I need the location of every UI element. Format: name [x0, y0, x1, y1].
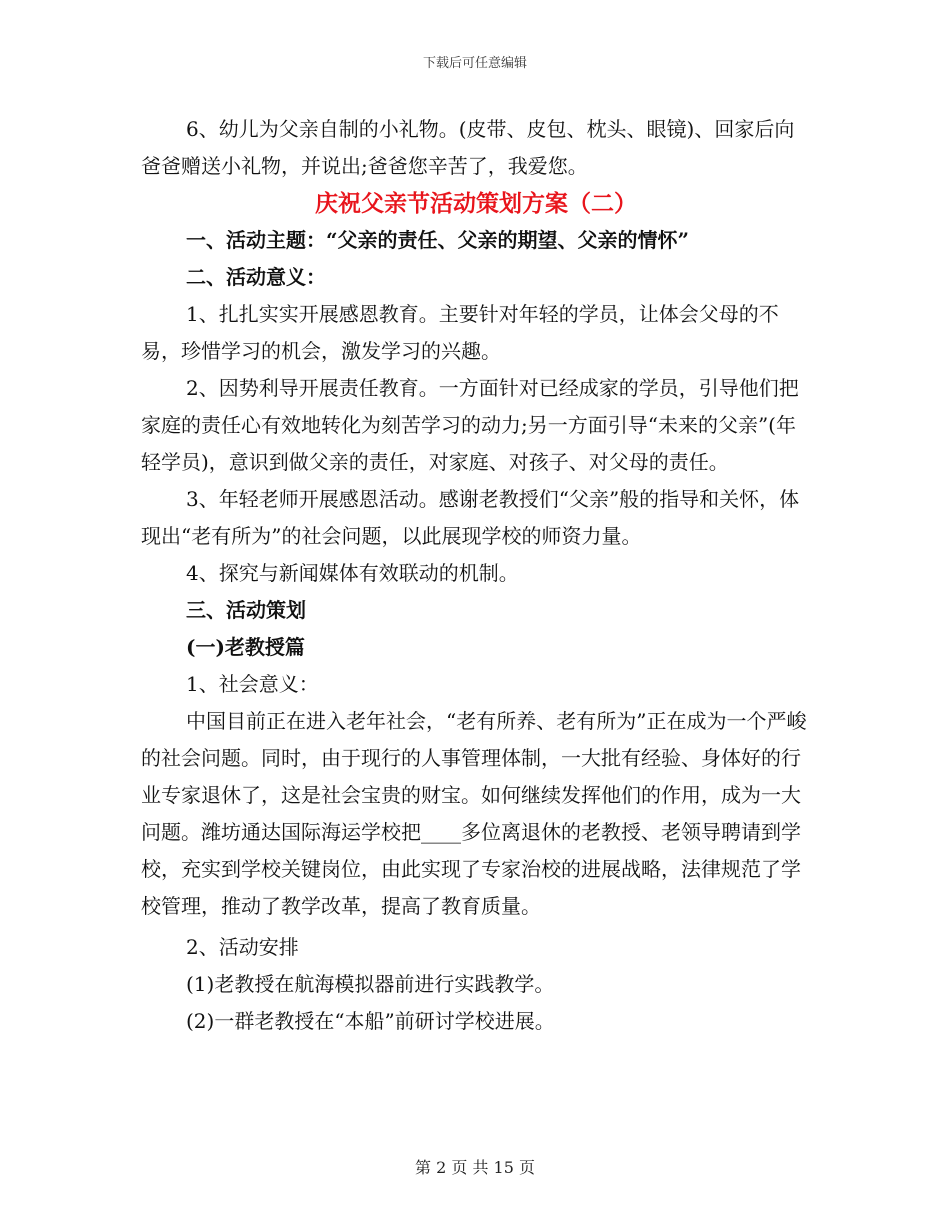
paragraph-meaning-1: 1、扎扎实实开展感恩教育。主要针对年轻的学员，让体会父母的不易，珍惜学习的机会，激发学习的兴趣。	[141, 302, 779, 363]
paragraph-meaning-3: 3、年轻老师开展感恩活动。感谢老教授们“父亲”般的指导和关怀，体现出“老有所为”的社会问题，以此展现学校的师资力量。	[141, 487, 800, 548]
heading-professor-section: (一)老教授篇	[186, 635, 305, 659]
subheading-social-meaning: 1、社会意义：	[186, 672, 319, 696]
paragraph-social-meaning: 中国目前正在进入老年社会，“老有所养、老有所为”正在成为一个严峻的社会问题。同时，由于现行的人事管理体制，一大批有经验、身体好的行业专家退休了，这是社会宝贵的财宝。如何继续发挥他们的作用，成为一大问题。潍坊通达国际海运学校把____多位离退休的老教授、老领导聘请到学校，充实到学校关键岗位，由此实现了专家治校的进展战略，法律规范了学校管理，推动了教学改革，提高了教育质量。	[141, 709, 807, 918]
list-item-arrangement-1: (1)老教授在航海模拟器前进行实践教学。	[186, 972, 555, 996]
page-header: 下载后可任意编辑	[422, 56, 527, 71]
section-title: 庆祝父亲节活动策划方案（二）	[315, 190, 637, 217]
heading-activity-plan: 三、活动策划	[186, 598, 306, 622]
heading-activity-theme: 一、活动主题：“父亲的责任、父亲的期望、父亲的情怀”	[186, 228, 690, 252]
paragraph-meaning-4: 4、探究与新闻媒体有效联动的机制。	[186, 561, 519, 585]
page-footer: 第 2 页 共 15 页	[415, 1158, 535, 1177]
paragraph-item-6: 6、幼儿为父亲自制的小礼物。(皮带、皮包、枕头、眼镜)、回家后向爸爸赠送小礼物，并说出;爸爸您辛苦了，我爱您。	[141, 117, 795, 178]
subheading-arrangement: 2、活动安排	[186, 935, 299, 959]
heading-activity-meaning: 二、活动意义：	[186, 265, 326, 289]
list-item-arrangement-2: (2)一群老教授在“本船”前研讨学校进展。	[186, 1009, 555, 1033]
document-body	[141, 111, 811, 1040]
paragraph-meaning-2: 2、因势利导开展责任教育。一方面针对已经成家的学员，引导他们把家庭的责任心有效地转化为刻苦学习的动力;另一方面引导“未来的父亲”(年轻学员)，意识到做父亲的责任，对家庭、对孩子、对父母的责任。	[141, 376, 799, 474]
